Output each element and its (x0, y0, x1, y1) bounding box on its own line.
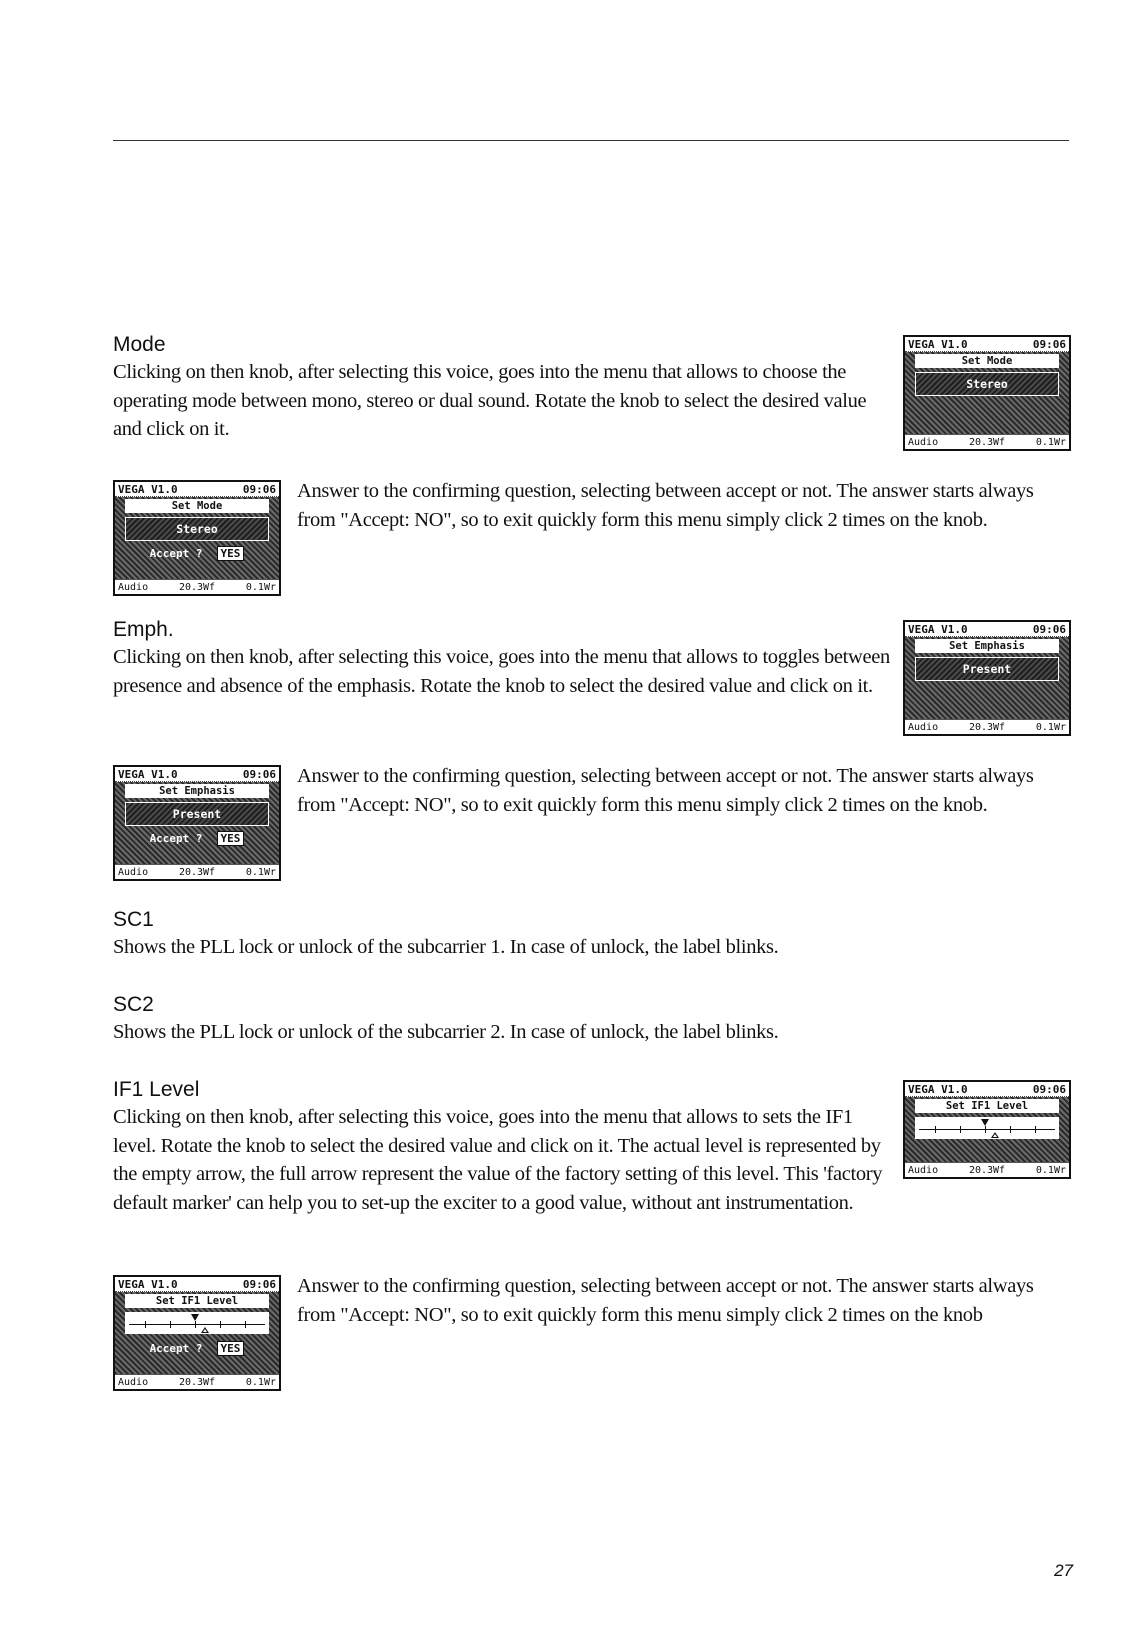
lcd-header-time: 09:06 (1032, 1082, 1066, 1096)
scale-tick (170, 1321, 171, 1328)
lcd-footer-label: Audio (908, 721, 939, 733)
lcd-footer-forward: 20.3Wf (178, 866, 216, 878)
lcd-header-model: VEGA V1.0 (118, 482, 178, 496)
lcd-header-model: VEGA V1.0 (118, 1277, 178, 1291)
lcd-header-time: 09:06 (242, 482, 276, 496)
lcd-menu-value: Present (915, 657, 1059, 681)
lcd-level-scale (915, 1117, 1059, 1139)
lcd-header (115, 482, 279, 497)
lcd-menu-title: Set Mode (125, 499, 269, 513)
lcd-footer-forward: 20.3Wf (968, 721, 1006, 733)
lcd-footer (115, 864, 279, 879)
lcd-footer-reflected: 0.1Wr (1035, 1164, 1066, 1176)
lcd-menu-title: Set Emphasis (125, 784, 269, 798)
lcd-mode-confirm (113, 480, 281, 596)
lcd-header-time: 09:06 (242, 1277, 276, 1291)
lcd-yes-option: YES (217, 831, 245, 846)
lcd-body (115, 782, 279, 864)
page-number: 27 (1054, 1561, 1073, 1580)
lcd-body (115, 1292, 279, 1374)
factory-default-arrow-icon (981, 1119, 989, 1126)
lcd-body (115, 497, 279, 579)
lcd-header (115, 1277, 279, 1292)
lcd-footer-reflected: 0.1Wr (245, 866, 276, 878)
lcd-footer-reflected: 0.1Wr (1035, 721, 1066, 733)
lcd-footer (905, 719, 1069, 734)
lcd-level-scale (125, 1312, 269, 1334)
factory-default-arrow-icon (191, 1314, 199, 1321)
lcd-body (905, 352, 1069, 434)
lcd-footer-forward: 20.3Wf (178, 1376, 216, 1388)
lcd-mode-select (903, 335, 1071, 451)
scale-tick (220, 1321, 221, 1328)
lcd-footer (115, 1374, 279, 1389)
lcd-yes-option: YES (217, 1341, 245, 1356)
section-title-sc1: SC1 (113, 908, 154, 931)
lcd-footer-label: Audio (118, 866, 149, 878)
lcd-footer-reflected: 0.1Wr (1035, 436, 1066, 448)
lcd-emph-confirm (113, 765, 281, 881)
lcd-menu-title: Set IF1 Level (915, 1099, 1059, 1113)
lcd-footer-reflected: 0.1Wr (245, 581, 276, 593)
lcd-accept-label: Accept ? (149, 1341, 203, 1355)
scale-tick (245, 1321, 246, 1328)
lcd-if1-select (903, 1080, 1071, 1179)
lcd-menu-title: Set IF1 Level (125, 1294, 269, 1308)
lcd-body (905, 637, 1069, 719)
lcd-menu-title: Set Mode (915, 354, 1059, 368)
lcd-footer-label: Audio (908, 436, 939, 448)
lcd-header-model: VEGA V1.0 (908, 337, 968, 351)
emph-description: Clicking on then knob, after selecting this voice, goes into the menu that allows to toggles between presence and absence of the emphasis. Rotate the knob to select the desired value and click on it. (113, 646, 890, 697)
lcd-header (905, 622, 1069, 637)
if1-description: Clicking on then knob, after selecting this voice, goes into the menu that allows to sets the IF1 level. Rotate the knob to select the desired value and click on it. The actual level is represented by the empty arrow, the full arrow represent the value of the factory setting of this level. This 'factory default marker' can help you to set-up the exciter to a good value, without ant instrumentation. (113, 1106, 883, 1214)
mode-description: Clicking on then knob, after selecting this voice, goes into the menu that allows to choose the operating mode between mono, stereo or dual sound. Rotate the knob to select the desired value and click on it. (113, 361, 867, 440)
lcd-header-model: VEGA V1.0 (118, 767, 178, 781)
lcd-footer-forward: 20.3Wf (968, 436, 1006, 448)
scale-tick (935, 1126, 936, 1133)
lcd-header-time: 09:06 (242, 767, 276, 781)
lcd-accept-label: Accept ? (149, 831, 203, 845)
lcd-header-time: 09:06 (1032, 622, 1066, 636)
lcd-footer-label: Audio (908, 1164, 939, 1176)
lcd-footer (905, 1162, 1069, 1177)
lcd-footer-forward: 20.3Wf (968, 1164, 1006, 1176)
lcd-footer-reflected: 0.1Wr (245, 1376, 276, 1388)
lcd-menu-title: Set Emphasis (915, 639, 1059, 653)
lcd-accept-row (125, 830, 269, 846)
lcd-menu-value: Present (125, 802, 269, 826)
lcd-if1-confirm (113, 1275, 281, 1391)
sc1-description: Shows the PLL lock or unlock of the subcarrier 1. In case of unlock, the label blinks. (113, 936, 779, 958)
lcd-emph-select (903, 620, 1071, 736)
lcd-menu-value: Stereo (915, 372, 1059, 396)
scale-tick (1010, 1126, 1011, 1133)
scale-tick (145, 1321, 146, 1328)
lcd-header-model: VEGA V1.0 (908, 1082, 968, 1096)
lcd-header (115, 767, 279, 782)
lcd-header (905, 337, 1069, 352)
section-title-mode: Mode (113, 333, 166, 356)
mode-confirm-description: Answer to the confirming question, selecting between accept or not. The answer starts always from "Accept: NO", so to exit quickly form this menu simply click 2 times on the knob. (297, 480, 1034, 531)
lcd-footer-label: Audio (118, 581, 149, 593)
lcd-accept-row (125, 545, 269, 561)
lcd-footer-label: Audio (118, 1376, 149, 1388)
scale-tick (960, 1126, 961, 1133)
lcd-header-time: 09:06 (1032, 337, 1066, 351)
scale-tick (1035, 1126, 1036, 1133)
lcd-header-model: VEGA V1.0 (908, 622, 968, 636)
section-title-emph: Emph. (113, 618, 174, 641)
section-title-if1: IF1 Level (113, 1078, 200, 1101)
lcd-body (905, 1097, 1069, 1162)
lcd-yes-option: YES (217, 546, 245, 561)
section-title-sc2: SC2 (113, 993, 154, 1016)
lcd-header (905, 1082, 1069, 1097)
scale-tick (985, 1126, 986, 1133)
scale-tick (195, 1321, 196, 1328)
if1-confirm-description: Answer to the confirming question, selecting between accept or not. The answer starts always from "Accept: NO", so to exit quickly form this menu simply click 2 times on the knob (297, 1275, 1034, 1326)
lcd-accept-label: Accept ? (149, 546, 203, 560)
lcd-accept-row (125, 1340, 269, 1356)
lcd-footer (115, 579, 279, 594)
emph-confirm-description: Answer to the confirming question, selecting between accept or not. The answer starts always from "Accept: NO", so to exit quickly form this menu simply click 2 times on the knob. (297, 765, 1034, 816)
lcd-footer (905, 434, 1069, 449)
actual-level-arrow-icon (991, 1132, 999, 1138)
sc2-description: Shows the PLL lock or unlock of the subcarrier 2. In case of unlock, the label blinks. (113, 1021, 779, 1043)
actual-level-arrow-icon (201, 1327, 209, 1333)
header-rule (113, 140, 1069, 141)
lcd-menu-value: Stereo (125, 517, 269, 541)
lcd-footer-forward: 20.3Wf (178, 581, 216, 593)
